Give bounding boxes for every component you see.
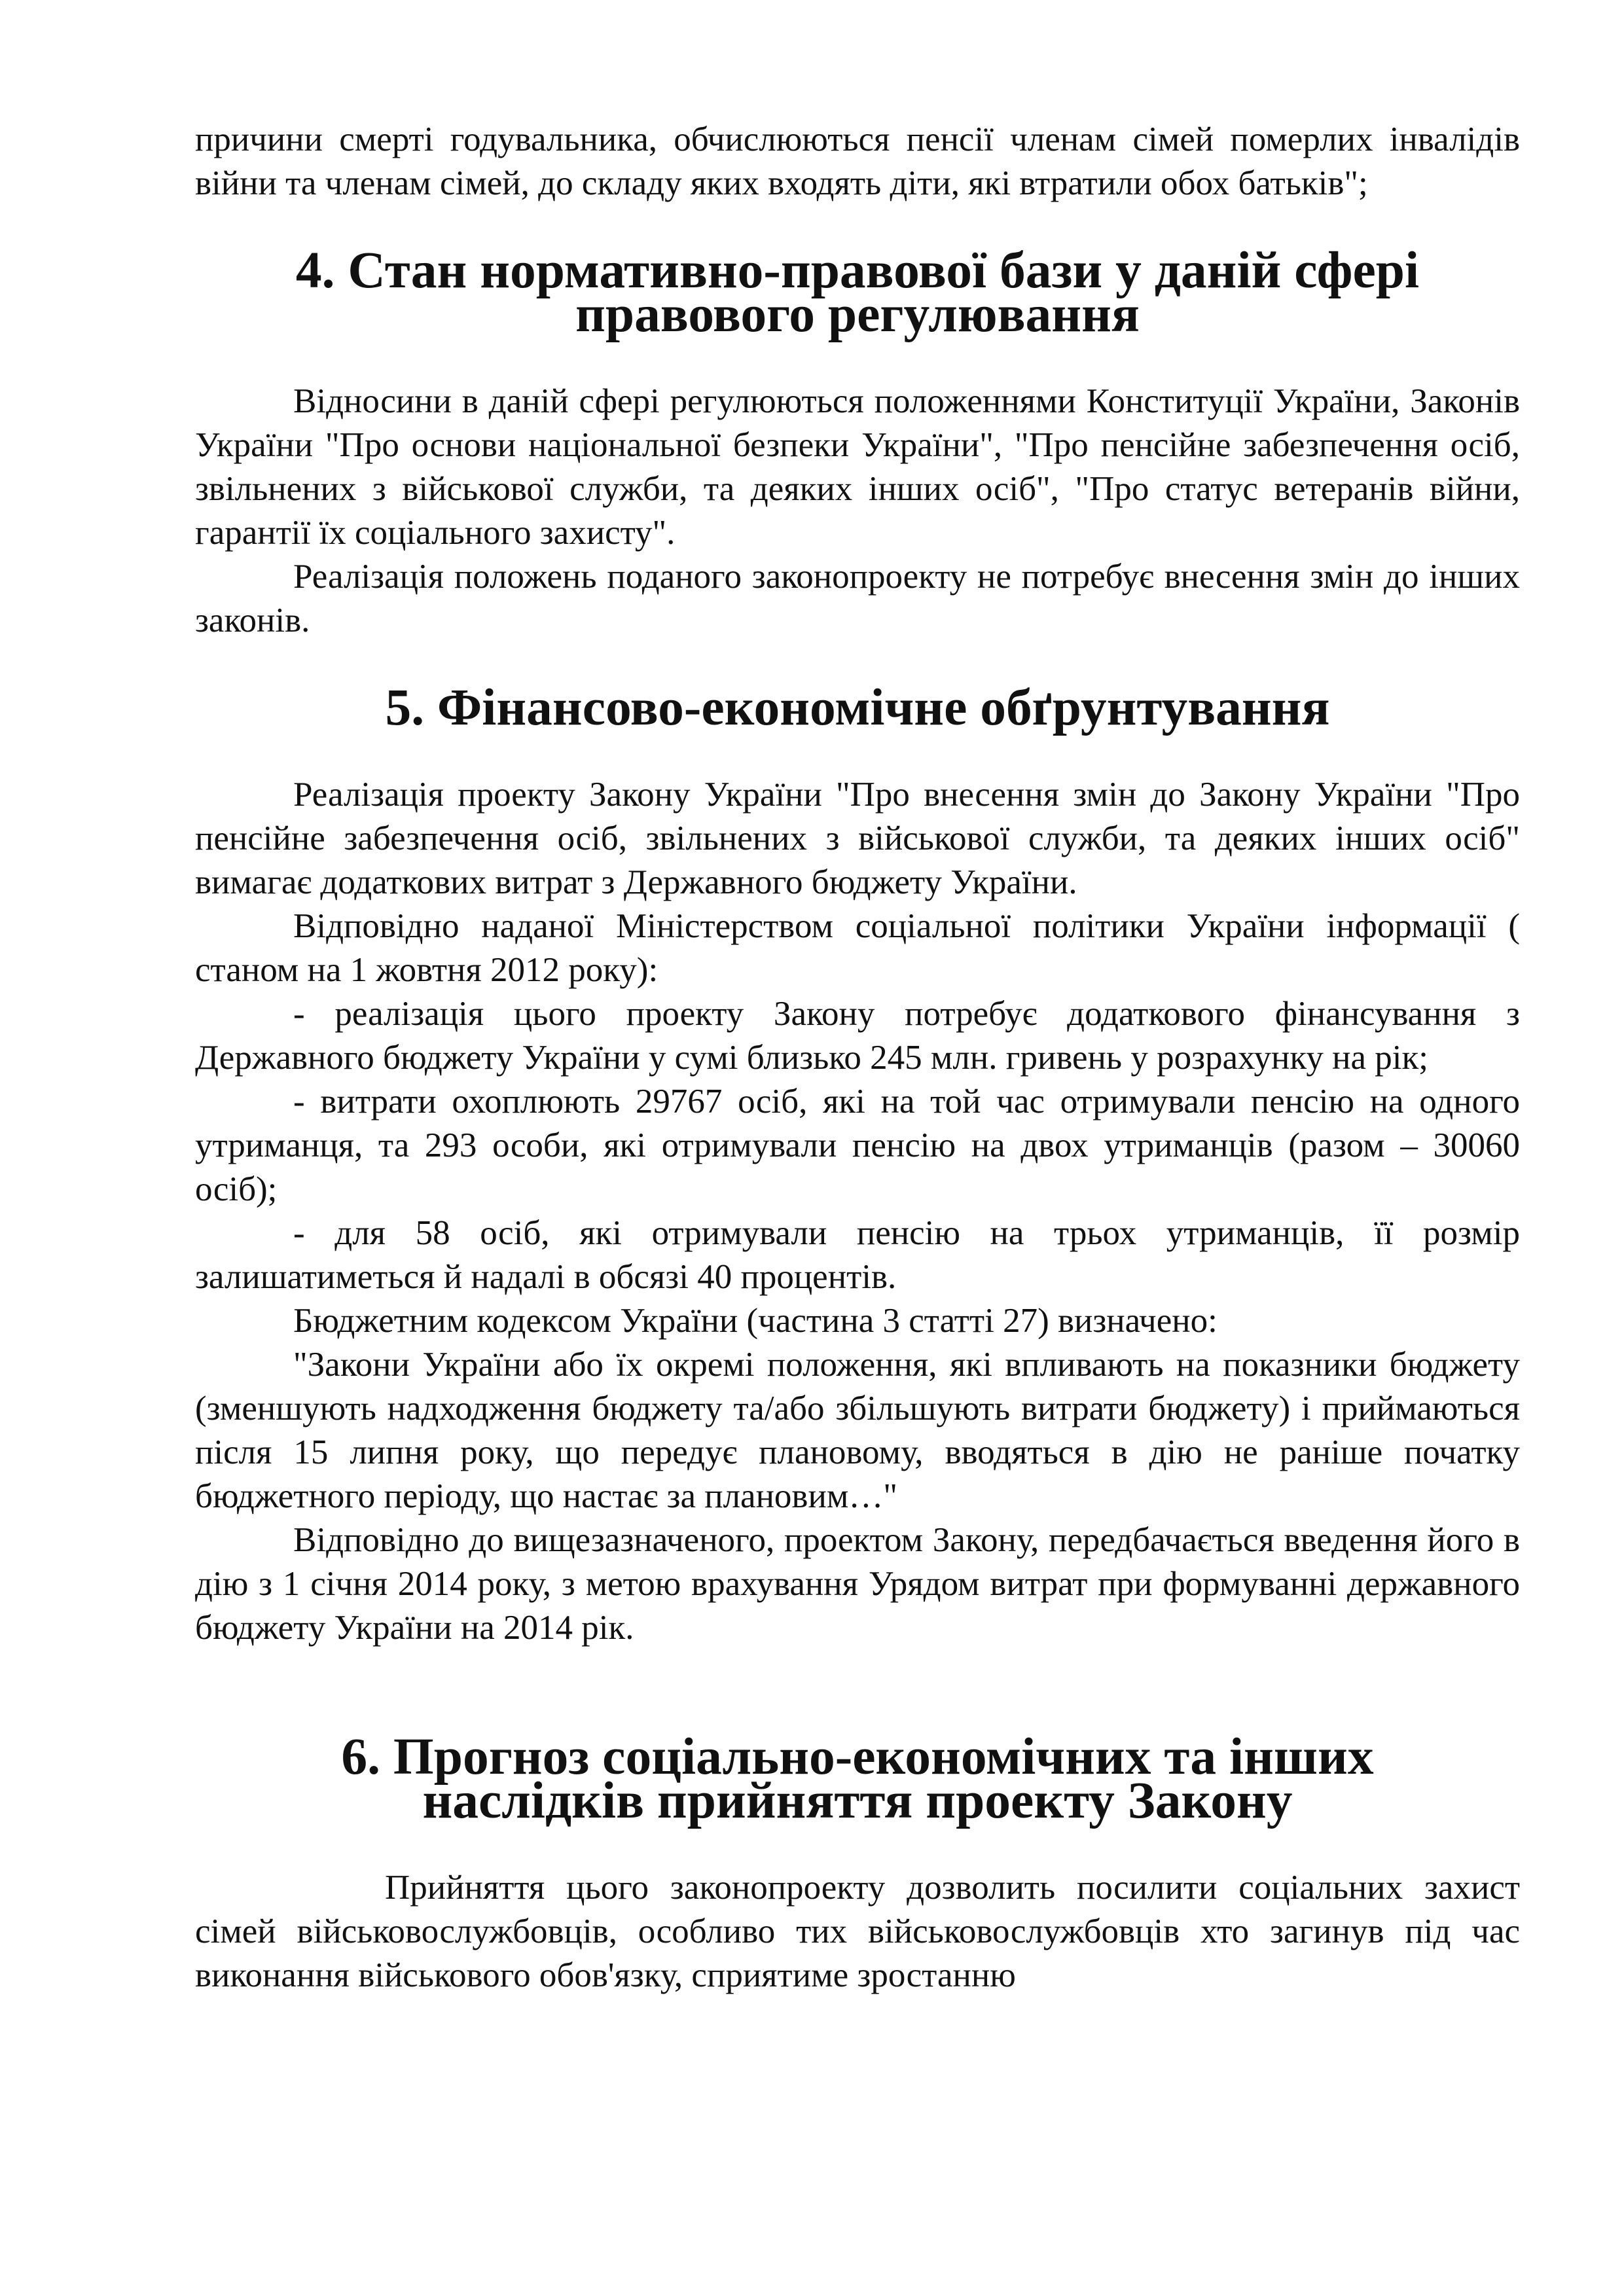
section-5-paragraph-2: Відповідно наданої Міністерством соціальної політики України інформації ( станом на 1 жовтня 2012 року): — [195, 907, 1520, 989]
section-6-heading-line1: 6. Прогноз соціально-економічних та інших — [341, 1728, 1374, 1785]
section-4-paragraph-2: Реалізація положень поданого законопроекту не потребує внесення змін до інших законів. — [195, 558, 1520, 639]
section-4-paragraph-1: Відносини в даній сфері регулюються положеннями Конституції України, Законів України "Про основи національної безпеки України", "Про пенсійне забезпечення осіб, звільнених з військової служби, та деяких інших осіб", "Про статус ветеранів війни, гарантії їх соціального захисту". — [195, 382, 1520, 552]
section-5-quote: "Закони України або їх окремі положення, які впливають на показники бюджету (зменшують надходження бюджету та/або збільшують витрати бюджету) і приймаються після 15 липня року, що передує плановому, вводяться в дію не раніше початку бюджетного періоду, що настає за плановим…" — [195, 1346, 1520, 1515]
section-6-paragraph-1: Прийняття цього законопроекту дозволить посилити соціальних захист сімей військовослужбовців, особливо тих військовослужбовців хто загинув під час виконання військового обов'язку, сприятиме зростанню — [195, 1869, 1520, 1994]
section-5-paragraph-1: Реалізація проекту Закону України "Про внесення змін до Закону України "Про пенсійне забезпечення осіб, звільнених з військової служби, та деяких інших осіб" вимагає додаткових витрат з Державного бюджету України. — [195, 776, 1520, 901]
section-5-bullet-1: - реалізація цього проекту Закону потребує додаткового фінансування з Державного бюджету України у сумі близько 245 млн. гривень у розрахунку на рік; — [195, 995, 1520, 1077]
document-page — [195, 118, 1520, 1998]
section-5-bullet-3: - для 58 осіб, які отримували пенсію на трьох утриманців, її розмір залишатиметься й надалі в обсязі 40 процентів. — [195, 1214, 1520, 1296]
section-4-heading-line2: правового регулювання — [575, 285, 1140, 343]
section-5-heading-line: 5. Фінансово-економічне обґрунтування — [385, 679, 1330, 736]
section-6-heading — [195, 1728, 1520, 1829]
section-4-heading-line1: 4. Стан нормативно-правової бази у даній сфері — [295, 242, 1420, 299]
section-5-bullet-2: - витрати охоплюють 29767 осіб, які на той час отримували пенсію на одного утриманця, та 293 особи, які отримували пенсію на двох утриманців (разом – 30060 осіб); — [195, 1083, 1520, 1208]
section-4-heading — [195, 242, 1520, 343]
section-6-heading-line2: наслідків прийняття проекту Закону — [422, 1772, 1293, 1829]
section-5-heading — [195, 679, 1520, 736]
section-5-paragraph-3: Бюджетним кодексом України (частина 3 статті 27) визначено: — [293, 1302, 1218, 1340]
intro-paragraph: причини смерті годувальника, обчислюються пенсії членам сімей померлих інвалідів війни та членам сімей, до складу яких входять діти, які втратили обох батьків"; — [195, 120, 1520, 202]
section-5-paragraph-4: Відповідно до вищезазначеного, проектом Закону, передбачається введення його в дію з 1 січня 2014 року, з метою врахування Урядом витрат при формуванні державного бюджету України на 2014 рік. — [195, 1521, 1520, 1647]
